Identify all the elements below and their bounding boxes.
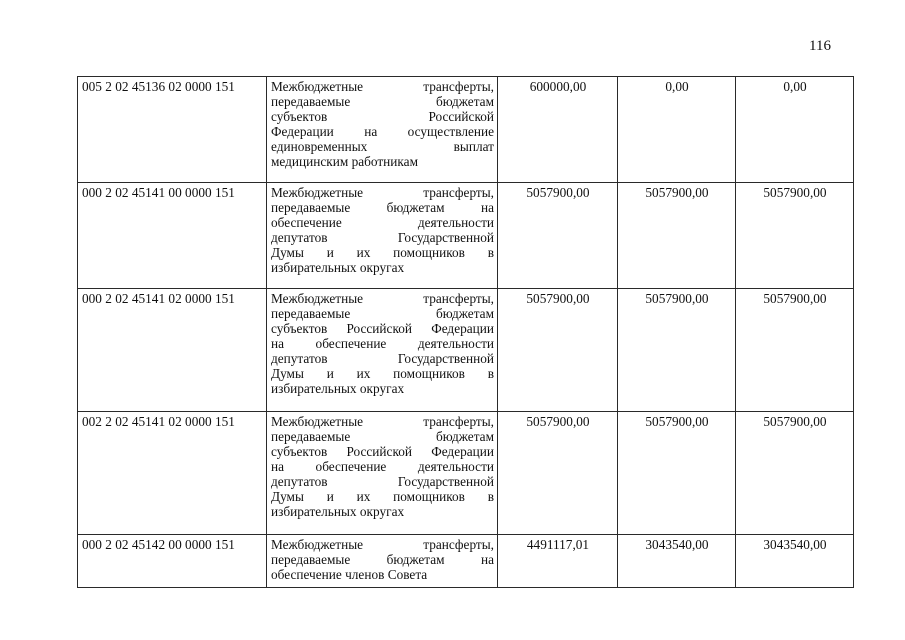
budget-table-body [78, 77, 854, 588]
description-line: депутатов Государственной [271, 351, 494, 366]
description-line: передаваемые бюджетам [271, 94, 494, 109]
budget-code-cell: 000 2 02 45141 00 0000 151 [78, 183, 267, 289]
description-line: Федерации на осуществление [271, 124, 494, 139]
amount-cell-2: 0,00 [618, 77, 736, 183]
amount-cell-3: 0,00 [736, 77, 854, 183]
budget-code-cell: 000 2 02 45141 02 0000 151 [78, 289, 267, 412]
description-line: избирательных округах [271, 504, 405, 519]
amount-cell-2: 5057900,00 [618, 183, 736, 289]
description-cell [267, 183, 498, 289]
description-line: Межбюджетные трансферты, [271, 537, 494, 552]
description-line: на обеспечение деятельности [271, 459, 494, 474]
amount-cell-1: 4491117,01 [498, 535, 618, 588]
table-row [78, 535, 854, 588]
description-line: депутатов Государственной [271, 230, 494, 245]
description-line: Межбюджетные трансферты, [271, 414, 494, 429]
description-cell [267, 412, 498, 535]
description-cell [267, 77, 498, 183]
description-line: Межбюджетные трансферты, [271, 79, 494, 94]
amount-cell-2: 3043540,00 [618, 535, 736, 588]
amount-cell-3: 3043540,00 [736, 535, 854, 588]
description-line: обеспечение членов Совета [271, 567, 428, 582]
description-line: Межбюджетные трансферты, [271, 291, 494, 306]
amount-cell-1: 600000,00 [498, 77, 618, 183]
description-line: субъектов Российской Федерации [271, 444, 494, 459]
page-number: 116 [809, 38, 831, 54]
table-row [78, 289, 854, 412]
description-line: субъектов Российской [271, 109, 494, 124]
amount-cell-1: 5057900,00 [498, 412, 618, 535]
budget-code-cell: 002 2 02 45141 02 0000 151 [78, 412, 267, 535]
budget-code-cell: 000 2 02 45142 00 0000 151 [78, 535, 267, 588]
description-cell [267, 535, 498, 588]
amount-cell-1: 5057900,00 [498, 289, 618, 412]
description-line: избирательных округах [271, 381, 405, 396]
description-line: Межбюджетные трансферты, [271, 185, 494, 200]
description-line: Думы и их помощников в [271, 489, 494, 504]
description-line: Думы и их помощников в [271, 245, 494, 260]
table-row [78, 183, 854, 289]
description-line: медицинским работникам [271, 154, 418, 169]
description-line: на обеспечение деятельности [271, 336, 494, 351]
amount-cell-1: 5057900,00 [498, 183, 618, 289]
description-line: обеспечение деятельности [271, 215, 494, 230]
description-line: избирательных округах [271, 260, 405, 275]
budget-code-cell: 005 2 02 45136 02 0000 151 [78, 77, 267, 183]
description-line: субъектов Российской Федерации [271, 321, 494, 336]
amount-cell-3: 5057900,00 [736, 412, 854, 535]
amount-cell-3: 5057900,00 [736, 289, 854, 412]
description-line: передаваемые бюджетам [271, 429, 494, 444]
description-line: передаваемые бюджетам на [271, 200, 494, 215]
amount-cell-2: 5057900,00 [618, 412, 736, 535]
budget-table [77, 76, 854, 588]
table-row [78, 77, 854, 183]
table-row [78, 412, 854, 535]
description-line: передаваемые бюджетам [271, 306, 494, 321]
description-line: Думы и их помощников в [271, 366, 494, 381]
description-line: единовременных выплат [271, 139, 494, 154]
description-cell [267, 289, 498, 412]
amount-cell-2: 5057900,00 [618, 289, 736, 412]
amount-cell-3: 5057900,00 [736, 183, 854, 289]
description-line: передаваемые бюджетам на [271, 552, 494, 567]
description-line: депутатов Государственной [271, 474, 494, 489]
